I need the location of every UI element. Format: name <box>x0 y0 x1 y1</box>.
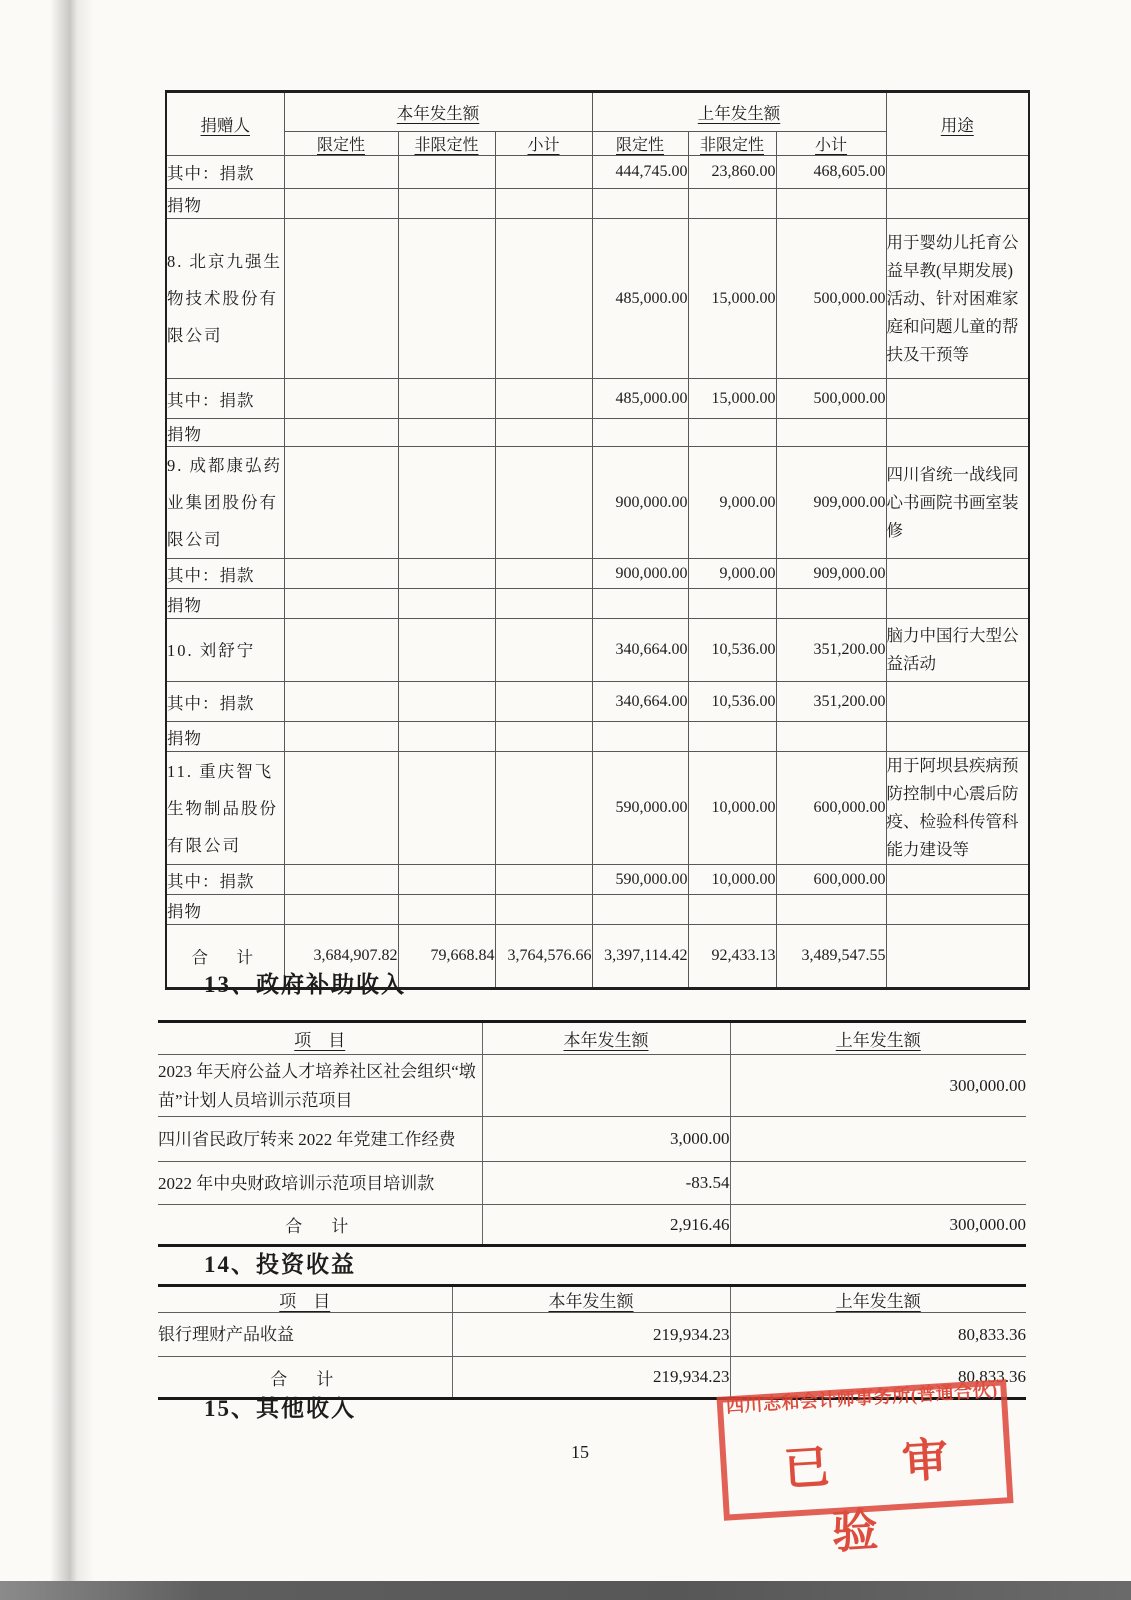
donor-name: 11. 重庆智飞生物制品股份有限公司 <box>166 752 284 865</box>
amount-cell: 15,000.00 <box>688 219 776 379</box>
row-label: 捐物 <box>166 722 284 752</box>
amount-cell <box>284 682 398 722</box>
table-row <box>166 589 1029 619</box>
amount-cell: 10,536.00 <box>688 619 776 682</box>
amount-cell: 10,000.00 <box>688 865 776 895</box>
donor-name: 8. 北京九强生物技术股份有限公司 <box>166 219 284 379</box>
amount-cell: 3,397,114.42 <box>592 925 688 989</box>
scanner-edge-shadow <box>0 1581 1131 1600</box>
amount-cell <box>495 589 592 619</box>
header-purpose: 用途 <box>886 92 1029 156</box>
amount-cell: 340,664.00 <box>592 619 688 682</box>
amount-cell: 23,860.00 <box>688 156 776 189</box>
donation-table <box>165 90 1030 990</box>
item-cell: 银行理财产品收益 <box>158 1313 452 1357</box>
header-subtotal: 小计 <box>776 132 886 156</box>
amount-cell: 92,433.13 <box>688 925 776 989</box>
header-current-year: 本年发生额 <box>482 1022 730 1055</box>
purpose-cell: 用于阿坝县疾病预防控制中心震后防疫、检验科传管科能力建设等 <box>886 752 1029 865</box>
amount-cell <box>398 419 495 447</box>
amount-cell <box>495 619 592 682</box>
table-header-row <box>158 1022 1026 1055</box>
table-header-row <box>158 1286 1026 1313</box>
amount-cell: 485,000.00 <box>592 379 688 419</box>
amount-cell: 500,000.00 <box>776 379 886 419</box>
audit-stamp <box>716 1379 1013 1559</box>
purpose-cell <box>886 589 1029 619</box>
amount-cell <box>730 1117 1026 1162</box>
amount-cell: 485,000.00 <box>592 219 688 379</box>
table-header-row <box>166 92 1029 132</box>
amount-cell <box>495 219 592 379</box>
purpose-cell: 脑力中国行大型公益活动 <box>886 619 1029 682</box>
table-row <box>166 682 1029 722</box>
table-row <box>166 219 1029 379</box>
item-cell: 四川省民政厅转来 2022 年党建工作经费 <box>158 1117 482 1162</box>
amount-cell: 351,200.00 <box>776 682 886 722</box>
header-donor: 捐赠人 <box>166 92 284 156</box>
header-restricted: 限定性 <box>284 132 398 156</box>
amount-cell <box>284 752 398 865</box>
amount-cell: 80,833.36 <box>730 1313 1026 1357</box>
row-label: 其中：捐款 <box>166 682 284 722</box>
amount-cell <box>776 589 886 619</box>
amount-cell: 10,536.00 <box>688 682 776 722</box>
item-cell: 合 计 <box>158 1205 482 1246</box>
amount-cell <box>398 722 495 752</box>
amount-cell <box>284 219 398 379</box>
gov-subsidy-table <box>158 1020 1026 1247</box>
amount-cell <box>776 419 886 447</box>
amount-cell <box>776 895 886 925</box>
header-item: 项 目 <box>158 1022 482 1055</box>
amount-cell: 600,000.00 <box>776 752 886 865</box>
table-row <box>158 1313 1026 1357</box>
amount-cell <box>284 722 398 752</box>
row-label: 捐物 <box>166 189 284 219</box>
row-label: 其中：捐款 <box>166 379 284 419</box>
amount-cell <box>592 189 688 219</box>
table-row <box>166 619 1029 682</box>
amount-cell <box>284 895 398 925</box>
amount-cell: 600,000.00 <box>776 865 886 895</box>
page-fold-shadow <box>50 0 94 1583</box>
table-row <box>158 1055 1026 1117</box>
amount-cell <box>688 895 776 925</box>
amount-cell: -83.54 <box>482 1162 730 1205</box>
header-item: 项 目 <box>158 1286 452 1313</box>
header-prior-year: 上年发生额 <box>730 1286 1026 1313</box>
purpose-cell: 四川省统一战线同心书画院书画室装修 <box>886 447 1029 559</box>
total-row <box>158 1205 1026 1246</box>
purpose-cell <box>886 189 1029 219</box>
row-label: 捐物 <box>166 589 284 619</box>
amount-cell: 9,000.00 <box>688 559 776 589</box>
amount-cell <box>398 156 495 189</box>
header-unrestricted: 非限定性 <box>398 132 495 156</box>
amount-cell: 300,000.00 <box>730 1055 1026 1117</box>
amount-cell <box>495 189 592 219</box>
amount-cell <box>592 589 688 619</box>
amount-cell <box>495 447 592 559</box>
amount-cell <box>284 865 398 895</box>
row-label: 其中：捐款 <box>166 865 284 895</box>
purpose-cell <box>886 925 1029 989</box>
amount-cell <box>776 189 886 219</box>
purpose-cell <box>886 419 1029 447</box>
donor-name: 10. 刘舒宁 <box>166 619 284 682</box>
amount-cell <box>398 619 495 682</box>
amount-cell <box>688 589 776 619</box>
amount-cell: 468,605.00 <box>776 156 886 189</box>
amount-cell <box>688 189 776 219</box>
item-cell: 2023 年天府公益人才培养社区社会组织“墩苗”计划人员培训示范项目 <box>158 1055 482 1117</box>
amount-cell <box>495 865 592 895</box>
table-row <box>166 752 1029 865</box>
amount-cell: 909,000.00 <box>776 447 886 559</box>
header-prior-year: 上年发生额 <box>592 92 886 132</box>
table-row <box>166 156 1029 189</box>
row-label: 捐物 <box>166 895 284 925</box>
amount-cell <box>398 682 495 722</box>
amount-cell <box>398 895 495 925</box>
table-row <box>166 379 1029 419</box>
section-13-title: 13、政府补助收入 <box>204 972 406 997</box>
purpose-cell <box>886 559 1029 589</box>
amount-cell <box>284 156 398 189</box>
donor-name: 9. 成都康弘药业集团股份有限公司 <box>166 447 284 559</box>
purpose-cell <box>886 156 1029 189</box>
table-row <box>166 447 1029 559</box>
purpose-cell: 用于婴幼儿托育公益早教(早期发展)活动、针对困难家庭和问题儿童的帮扶及干预等 <box>886 219 1029 379</box>
table-row <box>166 895 1029 925</box>
amount-cell <box>592 722 688 752</box>
table-row <box>166 189 1029 219</box>
amount-cell <box>495 752 592 865</box>
section-15-title: 15、其他收入 <box>204 1396 356 1421</box>
amount-cell: 351,200.00 <box>776 619 886 682</box>
row-label: 捐物 <box>166 419 284 447</box>
amount-cell <box>495 156 592 189</box>
amount-cell: 590,000.00 <box>592 752 688 865</box>
item-cell: 合 计 <box>158 1357 452 1399</box>
amount-cell: 590,000.00 <box>592 865 688 895</box>
table-row <box>158 1117 1026 1162</box>
purpose-cell <box>886 682 1029 722</box>
amount-cell <box>398 189 495 219</box>
amount-cell <box>284 189 398 219</box>
header-subtotal: 小计 <box>495 132 592 156</box>
amount-cell <box>495 559 592 589</box>
amount-cell <box>398 379 495 419</box>
header-restricted: 限定性 <box>592 132 688 156</box>
amount-cell: 9,000.00 <box>688 447 776 559</box>
section-14-title: 14、投资收益 <box>204 1252 356 1277</box>
amount-cell: 900,000.00 <box>592 559 688 589</box>
amount-cell <box>284 419 398 447</box>
amount-cell <box>398 752 495 865</box>
purpose-cell <box>886 895 1029 925</box>
amount-cell: 10,000.00 <box>688 752 776 865</box>
amount-cell <box>284 619 398 682</box>
amount-cell: 15,000.00 <box>688 379 776 419</box>
header-unrestricted: 非限定性 <box>688 132 776 156</box>
row-label: 其中：捐款 <box>166 559 284 589</box>
amount-cell <box>398 219 495 379</box>
table-row <box>166 559 1029 589</box>
amount-cell <box>592 419 688 447</box>
amount-cell <box>398 589 495 619</box>
amount-cell: 3,684,907.82 <box>284 925 398 989</box>
amount-cell <box>776 722 886 752</box>
amount-cell: 3,489,547.55 <box>776 925 886 989</box>
item-cell: 2022 年中央财政培训示范项目培训款 <box>158 1162 482 1205</box>
amount-cell: 909,000.00 <box>776 559 886 589</box>
amount-cell <box>495 682 592 722</box>
amount-cell: 219,934.23 <box>452 1313 730 1357</box>
amount-cell <box>284 559 398 589</box>
row-label: 其中：捐款 <box>166 156 284 189</box>
purpose-cell <box>886 722 1029 752</box>
header-current-year: 本年发生额 <box>452 1286 730 1313</box>
amount-cell: 3,000.00 <box>482 1117 730 1162</box>
stamp-firm-name: 四川志和会计师事务所(普通合伙) <box>725 1379 999 1417</box>
amount-cell <box>495 895 592 925</box>
amount-cell <box>284 447 398 559</box>
amount-cell <box>495 379 592 419</box>
purpose-cell <box>886 379 1029 419</box>
amount-cell <box>284 379 398 419</box>
row-label: 合 计 <box>166 925 284 989</box>
amount-cell <box>688 722 776 752</box>
amount-cell <box>495 419 592 447</box>
header-current-year: 本年发生额 <box>284 92 592 132</box>
stamp-audited-text: 已 审 验 <box>782 1431 980 1559</box>
amount-cell <box>284 589 398 619</box>
amount-cell <box>495 722 592 752</box>
amount-cell <box>688 419 776 447</box>
amount-cell: 3,764,576.66 <box>495 925 592 989</box>
table-row <box>166 722 1029 752</box>
purpose-cell <box>886 865 1029 895</box>
amount-cell: 444,745.00 <box>592 156 688 189</box>
amount-cell <box>398 447 495 559</box>
amount-cell: 80,833.36 <box>730 1357 1026 1399</box>
amount-cell: 2,916.46 <box>482 1205 730 1246</box>
amount-cell: 79,668.84 <box>398 925 495 989</box>
amount-cell <box>398 559 495 589</box>
amount-cell <box>398 865 495 895</box>
amount-cell: 300,000.00 <box>730 1205 1026 1246</box>
amount-cell: 900,000.00 <box>592 447 688 559</box>
table-row <box>158 1162 1026 1205</box>
header-prior-year: 上年发生额 <box>730 1022 1026 1055</box>
amount-cell: 500,000.00 <box>776 219 886 379</box>
amount-cell <box>592 895 688 925</box>
amount-cell <box>482 1055 730 1117</box>
amount-cell: 219,934.23 <box>452 1357 730 1399</box>
amount-cell <box>730 1162 1026 1205</box>
table-row <box>166 865 1029 895</box>
table-row <box>166 419 1029 447</box>
page-number: 15 <box>571 1442 589 1462</box>
amount-cell: 340,664.00 <box>592 682 688 722</box>
